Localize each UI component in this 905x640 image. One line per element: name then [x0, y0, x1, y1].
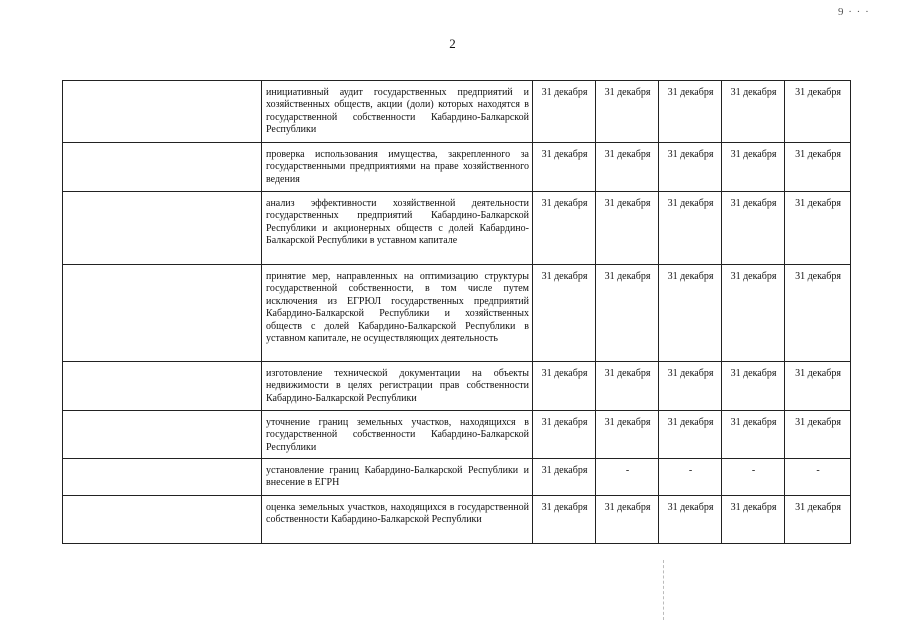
measure-description: оценка земельных участков, находящихся в государственной собственности Кабардино-Балкарской Республики	[262, 496, 533, 544]
table-row	[63, 496, 851, 544]
deadline-cell: 31 декабря	[785, 411, 851, 459]
deadline-cell: 31 декабря	[533, 81, 596, 143]
corner-mark: 9 · · ·	[838, 6, 870, 18]
table-row	[63, 143, 851, 192]
deadline-cell: 31 декабря	[596, 192, 659, 265]
table-row	[63, 81, 851, 143]
table-row	[63, 192, 851, 265]
deadline-cell: 31 декабря	[722, 496, 785, 544]
table-row	[63, 411, 851, 459]
deadline-cell: -	[596, 459, 659, 496]
measure-description: проверка использования имущества, закрепленного за государственными предприятиями на праве хозяйственного ведения	[262, 143, 533, 192]
deadline-cell: 31 декабря	[533, 411, 596, 459]
deadline-cell: 31 декабря	[659, 411, 722, 459]
deadline-cell: 31 декабря	[533, 143, 596, 192]
deadline-cell: -	[722, 459, 785, 496]
deadline-cell: 31 декабря	[785, 265, 851, 362]
deadline-cell: 31 декабря	[533, 192, 596, 265]
deadline-cell: 31 декабря	[659, 143, 722, 192]
deadline-cell: 31 декабря	[722, 411, 785, 459]
measure-description: уточнение границ земельных участков, находящихся в государственной собственности Кабардино-Балкарской Республики	[262, 411, 533, 459]
deadline-cell: 31 декабря	[659, 362, 722, 411]
empty-cell	[63, 192, 262, 265]
measure-description: принятие мер, направленных на оптимизацию структуры государственной собственности, в том числе путем исключения из ЕГРЮЛ государственных предприятий Кабардино-Балкарской Республики и хозяйственных обществ с долей Кабардино-Балкарской Республики в уставном капитале, не осуществляющих деятельность	[262, 265, 533, 362]
measure-description: изготовление технической документации на объекты недвижимости в целях регистрации прав собственности Кабардино-Балкарской Республики	[262, 362, 533, 411]
empty-cell	[63, 81, 262, 143]
deadline-cell: 31 декабря	[659, 81, 722, 143]
deadline-cell: 31 декабря	[659, 265, 722, 362]
measure-description: установление границ Кабардино-Балкарской Республики и внесение в ЕГРН	[262, 459, 533, 496]
deadline-cell: 31 декабря	[722, 192, 785, 265]
measure-description: анализ эффективности хозяйственной деятельности государственных предприятий Кабардино-Балкарской Республики и акционерных обществ с долей Кабардино-Балкарской Республики в уставном капитале	[262, 192, 533, 265]
page-number: 2	[449, 36, 456, 51]
deadline-cell: 31 декабря	[596, 362, 659, 411]
deadline-cell: 31 декабря	[596, 265, 659, 362]
table-row	[63, 362, 851, 411]
deadline-cell: 31 декабря	[785, 143, 851, 192]
deadline-cell: 31 декабря	[596, 143, 659, 192]
deadline-cell: 31 декабря	[785, 496, 851, 544]
empty-cell	[63, 143, 262, 192]
deadline-cell: 31 декабря	[596, 496, 659, 544]
deadline-cell: 31 декабря	[722, 265, 785, 362]
measure-description: инициативный аудит государственных предприятий и хозяйственных обществ, акции (доли) которых находятся в государственной собственности Кабардино-Балкарской Республики	[262, 81, 533, 143]
deadline-cell: -	[785, 459, 851, 496]
deadline-cell: 31 декабря	[596, 81, 659, 143]
empty-cell	[63, 362, 262, 411]
table-row	[63, 265, 851, 362]
table-row	[63, 459, 851, 496]
empty-cell	[63, 265, 262, 362]
deadline-cell: 31 декабря	[533, 459, 596, 496]
deadline-cell: 31 декабря	[722, 143, 785, 192]
deadline-cell: 31 декабря	[722, 81, 785, 143]
scan-artifact-line	[663, 560, 664, 620]
deadline-cell: 31 декабря	[533, 265, 596, 362]
deadline-cell: 31 декабря	[659, 192, 722, 265]
empty-cell	[63, 496, 262, 544]
empty-cell	[63, 459, 262, 496]
deadline-cell: 31 декабря	[785, 192, 851, 265]
deadline-cell: 31 декабря	[533, 496, 596, 544]
deadline-cell: 31 декабря	[785, 362, 851, 411]
deadline-cell: 31 декабря	[659, 496, 722, 544]
deadline-cell: 31 декабря	[785, 81, 851, 143]
deadline-cell: 31 декабря	[722, 362, 785, 411]
deadline-cell: 31 декабря	[533, 362, 596, 411]
measures-table	[62, 80, 851, 544]
empty-cell	[63, 411, 262, 459]
deadline-cell: -	[659, 459, 722, 496]
deadline-cell: 31 декабря	[596, 411, 659, 459]
